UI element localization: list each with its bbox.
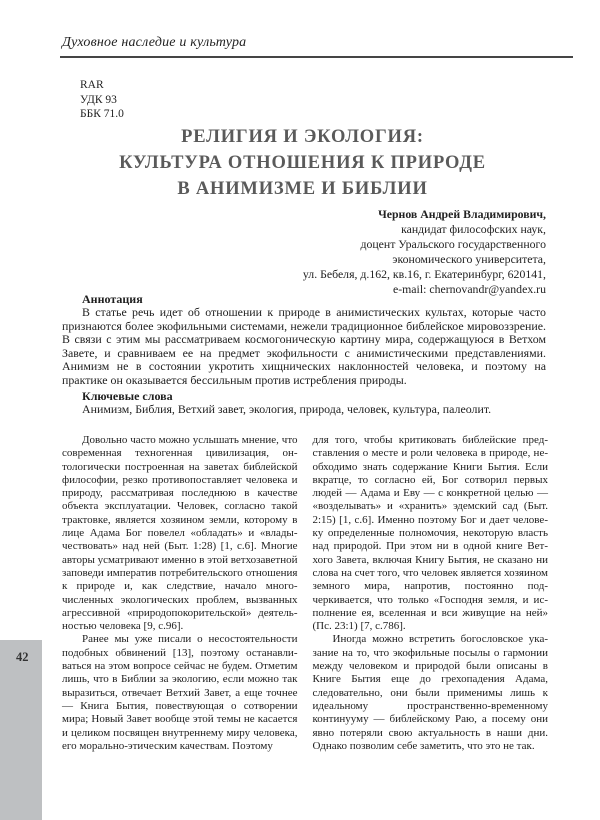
left-column <box>62 434 298 753</box>
article-codes <box>80 78 124 122</box>
abstract-text: В статье речь идет об отношении к природе в анимистических культах, которые часто признаются более экофильными системами, нежели традиционное библейское мировоззрение. В связи с этим мы рассматриваем космогоническую картину мира, содержащуюся в Ветхом Завете, и сравниваем ее на предмет экофильности с анимистическими представлениями. Анимизм не в состоянии укротить хищнических наклонностей человека, и поэтому на практике он оказывается бессильным против истребления природы. <box>62 305 546 387</box>
code-udk: УДК 93 <box>80 93 117 106</box>
body-paragraph-4: Иногда можно встретить богословское указание на то, что экофильные посылы о гармонии между человеком и природой были описаны в Книге Бытия еще до грехопадения Адама, следовательно, они были применимы лишь к идеальному пространственно-временному континууму — библейскому Раю, а посему они явно потеряли свою актуальность в наши дни. Однако позволим себе заметить, что это не так. <box>312 633 548 752</box>
body-paragraph-2: Ранее мы уже писали о несостоятельности подобных обвинений [13], поэтому останавливаться на этом вопросе сейчас не будем. Отметим лишь, что в Библии за экологию, если можно так выразиться, отвечает Ветхий Завет, а еще точнее — Книга Бытия, повествующая о сотворении мира; Новый Завет вообще этой темы не касается и целиком посвящен внутреннему миру человека, его морально-этическим качествам. Поэтому <box>62 633 298 752</box>
page-number-tab <box>0 640 42 820</box>
author-affiliation-1: доцент Уральского государственного <box>360 236 546 251</box>
code-bbk: ББК 71.0 <box>80 108 124 121</box>
page-number: 42 <box>16 650 29 664</box>
running-head: Духовное наследие и культура <box>62 35 247 50</box>
author-degree: кандидат философских наук, <box>401 221 546 236</box>
article-title <box>30 124 575 202</box>
author-address: ул. Бебеля, д.162, кв.16, г. Екатеринбург, 620141, <box>302 266 546 281</box>
keywords-text: Анимизм, Библия, Ветхий завет, экология, природа, человек, культура, палеолит. <box>82 402 492 416</box>
body-paragraph-1: Довольно часто можно услышать мнение, что современная техногенная цивилизация, онтологически построенная на заветах библейской философии, резко противопоставляет человека и природу, рассматривая последнюю в качестве объекта эксплуатации. Человек, согласно такой трактовке, является хозяином земли, которому в лице Адама Бог повелел «обладать» и «владычествовать» над ней (Быт. 1:28) [1, с.6]. Многие авторы усматривают именно в этой ветхозаветной заповеди императив потребительского отношения к природе и, как следствие, начало многочисленных экологических проблем, вызванных агрессивной «природопокорительской» деятельностью человека [9, с.96]. <box>62 434 298 633</box>
title-line-3: В АНИМИЗМЕ И БИБЛИИ <box>177 179 428 199</box>
author-block <box>303 207 546 296</box>
body-paragraph-3: для того, чтобы критиковать библейские представления о месте и роли человека в природе, необходимо знать содержание Книги Бытия. Если вкратце, то согласно ей, Бог сотворил первых людей — Адама и Еву — с конкретной целью — «возделывать» и «хранить» эдемский сад (Быт. 2:15) [1, с.6]. Именно поэтому Бог и дает человеку определенные полномочия, некоторую власть над природой. При этом ни в одной книге Ветхого Завета, включая Книгу Бытия, не сказано ни слова на счет того, что человек является хозяином земного мира, напротив, постоянно подчеркивается, что только «Господня земля, и исполнение ея, вселенная и вси живущие на ней» (Пс. 23:1) [7, с.786]. <box>312 434 548 633</box>
title-line-2: КУЛЬТУРА ОТНОШЕНИЯ К ПРИРОДЕ <box>119 153 486 173</box>
right-column <box>313 434 549 753</box>
author-name: Чернов Андрей Владимирович, <box>378 207 546 221</box>
code-rar: RAR <box>80 79 104 91</box>
body-columns <box>62 434 548 753</box>
keywords-heading: Ключевые слова <box>82 389 173 403</box>
abstract-heading: Аннотация <box>82 292 143 306</box>
author-email: e-mail: chernovandr@yandex.ru <box>392 281 546 296</box>
author-affiliation-2: экономического университета, <box>392 251 546 266</box>
title-line-1: РЕЛИГИЯ И ЭКОЛОГИЯ: <box>181 127 424 147</box>
header-rule <box>60 56 573 58</box>
